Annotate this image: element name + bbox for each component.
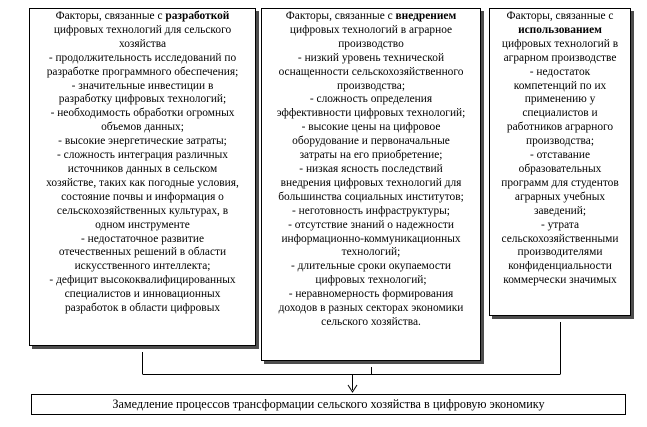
factor-box-implementation <box>261 8 481 361</box>
factor-line: - неготовность инфраструктуры; <box>292 204 450 217</box>
result-box <box>31 394 626 415</box>
factor-line: оборудование и первоначальные <box>292 135 450 148</box>
factor-line: цифровых технологий в аграрное <box>289 23 453 36</box>
factor-line: одном инструменте <box>95 218 190 231</box>
factor-line: объемов данных; <box>101 121 184 134</box>
factor-line: производства; <box>525 135 595 148</box>
factor-line: эффективности цифровых технологий; <box>276 107 466 120</box>
factor-line: сельского хозяйства. <box>321 315 421 328</box>
factor-line: - сложность определения <box>309 93 433 106</box>
factor-line: источников данных в сельском <box>67 162 218 175</box>
factor-line: образовательных <box>518 162 602 175</box>
factor-box-usage <box>489 8 631 316</box>
factor-line: конфиденциальности <box>508 260 612 273</box>
factor-line: - продолжительность исследований по <box>48 51 237 64</box>
factor-line: аграрном производстве <box>503 51 617 64</box>
factor-line: состояние почвы и информация о <box>61 190 224 203</box>
result-label: Замедление процессов трансформации сельского хозяйства в цифровую экономику <box>112 397 545 411</box>
factor-line: работников аграрного <box>506 121 614 134</box>
factor-line: специалистов и инновационных <box>64 288 221 301</box>
factor-line: разработке программного обеспечения; <box>46 65 239 78</box>
factor-line: искусственного интеллекта; <box>74 260 211 273</box>
factor-box-lines <box>32 24 253 316</box>
factor-box-lines <box>492 38 628 288</box>
factor-line: - значительные инвестиции в <box>71 79 214 92</box>
factor-line: большинства социальных институтов; <box>278 190 464 203</box>
factor-line: хозяйстве, таких как погодные условия, <box>46 176 239 189</box>
factor-line: - утрата <box>540 218 580 231</box>
factor-line: информационно-коммуникационных <box>281 232 461 245</box>
factor-line: разработок в области цифровых <box>64 302 221 315</box>
factor-line: - недостаточное развитие <box>81 232 204 245</box>
factor-line: технологий; <box>341 246 401 259</box>
factor-line: применению у <box>524 93 596 106</box>
factor-box-development <box>29 8 256 346</box>
factor-line: - сложность интеграция различных <box>57 149 228 162</box>
factor-line: сельскохозяйственными <box>501 232 619 245</box>
factor-line: - отставание <box>529 149 591 162</box>
factor-line: - длительные сроки окупаемости <box>291 260 451 273</box>
factor-line: разработку цифровых технологий; <box>58 93 227 106</box>
factor-line: аграрных учебных <box>514 190 606 203</box>
factor-line: - неравномерность формирования <box>288 288 454 301</box>
factor-box-heading: Факторы, связанные с внедрением <box>285 10 457 22</box>
factor-line: цифровых технологий для сельского <box>53 23 232 36</box>
factor-line: оснащенности сельскохозяйственного <box>278 65 464 78</box>
factor-line: - низкая ясность последствий <box>299 162 443 175</box>
factor-box-lines <box>264 24 478 330</box>
factor-line: производство <box>338 37 404 50</box>
factor-line: сельскохозяйственных культурах, в <box>56 204 229 217</box>
factor-line: - низкий уровень технической <box>297 51 445 64</box>
factor-line: - недостаток <box>529 65 591 78</box>
factor-line: хозяйства <box>118 37 167 50</box>
factor-line: заведений; <box>533 204 587 217</box>
factor-line: программ для студентов <box>501 176 619 189</box>
factor-line: - высокие цены на цифровое <box>301 121 441 134</box>
factor-line: - отсутствие знаний о надежности <box>288 218 454 231</box>
factor-line: компетенций по их <box>513 79 607 92</box>
factor-box-heading: Факторы, связанные с разработкой <box>55 10 230 22</box>
factor-box-heading-bold: использованием <box>518 23 602 36</box>
factor-line: цифровых технологий; <box>315 274 427 287</box>
factor-line: специалистов и <box>522 107 598 120</box>
factor-line: затраты на его приобретение; <box>299 149 443 162</box>
factor-line: - дефицит высококвалифицированных <box>49 274 236 287</box>
factor-line: отечественных решений в области <box>58 246 227 259</box>
factor-line: производителями <box>517 246 603 259</box>
factor-line: - необходимость обработки огромных <box>50 107 235 120</box>
factor-box-heading: Факторы, связанные с <box>506 10 614 22</box>
factor-line: доходов в разных секторах экономики <box>278 302 464 315</box>
factor-line: коммерчески значимых <box>503 274 617 287</box>
factor-line: цифровых технологий в <box>501 37 619 50</box>
factor-line: внедрения цифровых технологий для <box>280 176 462 189</box>
factor-line: - высокие энергетические затраты; <box>58 135 227 148</box>
factor-line: производства; <box>336 79 406 92</box>
